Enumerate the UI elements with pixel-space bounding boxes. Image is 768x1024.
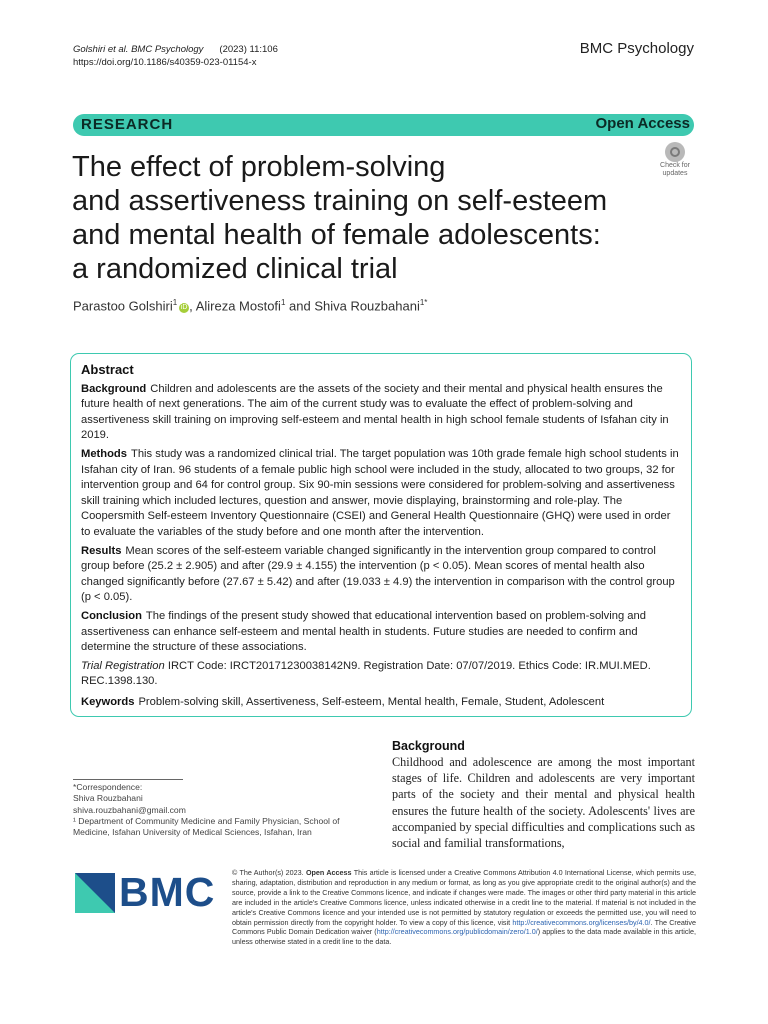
abstract-keywords: Keywords Problem-solving skill, Assertiveness, Self-esteem, Mental health, Female, Student, Adolescent: [81, 695, 605, 708]
check-updates-icon: [665, 142, 685, 162]
waiver-link[interactable]: http://creativecommons.org/publicdomain/zero/1.0/: [376, 927, 538, 937]
abstract-methods: Methods This study was a randomized clinical trial. The target population was 10th grade female high school students in Isfahan city of Iran. 96 students of a female public high school were included in the study, allocated to two groups, 32 for intervention group and 64 for control group. Six 90-min sessions were considered for problem-solving and assertiveness skill training which included lectures, question and answer, movie displaying, brainstorming and role-play. The Coopersmith Self-esteem Inventory Questionnaire (CSEI) and General Health Questionnaire (GHQ) were used in order to evaluate the variables of the study before and one month after the intervention.: [81, 447, 679, 538]
body-column: [392, 739, 695, 851]
section-heading: Background: [392, 739, 465, 753]
author-name: Alireza Mostofi: [195, 298, 281, 314]
abstract-trial-registration: Trial Registration IRCT Code: IRCT20171230038142N9. Registration Date: 07/07/2019. Ethics Code: IR.MUI.MED. REC.1398.130.: [81, 659, 651, 688]
abstract-box: [70, 353, 692, 717]
title-line: and mental health of female adolescents:: [72, 219, 601, 251]
bmc-logo: [75, 869, 225, 915]
abstract-results: Results Mean scores of the self-esteem variable changed significantly in the intervention group compared to control group before (25.2 ± 2.905) and after (29.9 ± 4.155) the intervention (p < 0.05). Mean scores of mental health also changed significantly before (27.67 ± 5.42) and after (19.033 ± 4.9) the intervention in comparison with the control group (p < 0.05).: [81, 544, 675, 604]
title-line: and assertiveness training on self-esteem: [72, 185, 608, 217]
title-line: The effect of problem-solving: [72, 151, 446, 183]
running-header: [73, 43, 278, 69]
affiliation: ¹ Department of Community Medicine and Family Physician, School of Medicine, Isfahan University of Medical Sciences, Isfahan, Iran: [73, 815, 340, 838]
citation: Golshiri et al. BMC Psychology: [73, 44, 204, 55]
citation-year: (2023) 11:106: [219, 44, 278, 55]
author-list: Parastoo Golshiri$^1$iD , Alireza Mostofi$^1$ and Shiva Rouzbahani$^{1*}$: [73, 298, 428, 314]
author-name: Shiva Rouzbahani: [314, 298, 420, 314]
author-name: Parastoo Golshiri: [73, 298, 173, 314]
section-label: RESEARCH: [81, 116, 174, 133]
bmc-logo-icon: [75, 873, 115, 913]
doi-link[interactable]: https://doi.org/10.1186/s40359-023-01154-x: [73, 57, 257, 68]
orcid-icon[interactable]: iD: [180, 304, 188, 312]
license-link[interactable]: http://creativecommons.org/licenses/by/4.0/: [512, 917, 651, 927]
correspondence-block: *Correspondence: Shiva Rouzbahani shiva.rouzbahani@gmail.com ¹ Department of Community Medicine and Family Physician, School of Medicine, Isfahan University of Medical Sciences, Isfahan, Iran: [73, 779, 353, 838]
correspondent-name: Shiva Rouzbahani: [73, 793, 143, 804]
check-for-updates-badge[interactable]: Check for updates: [654, 140, 696, 182]
correspondent-email[interactable]: shiva.rouzbahani@gmail.com: [73, 804, 186, 815]
abstract-heading: Abstract: [81, 362, 134, 377]
article-type-ribbon: [73, 114, 694, 136]
journal-name: BMC Psychology: [579, 40, 694, 57]
license-statement: © The Author(s) 2023. Open Access This article is licensed under a Creative Commons Attribution 4.0 International License, which permits use, sharing, adaptation, distribution and reproduction in any medium or format, as long as you give appropriate credit to the original author(s) and the source, provide a link to the Creative Commons licence, and indicate if changes were made. The images or other third party material in this article are included in the article's Creative Commons licence, unless indicated otherwise in a credit line to the material. If material is not included in the article's Creative Commons licence and your intended use is not permitted by statutory regulation or exceeds the permitted use, you will need to obtain permission directly from the copyright holder. To view a copy of this licence, visit http://creativecommons.org/licenses/by/4.0/. The Creative Commons Public Domain Dedication waiver (http://creativecommons.org/publicdomain/zero/1.0/) applies to the data made available in this article, unless otherwise stated in a credit line to the data.: [232, 868, 697, 947]
open-access-label: Open Access: [595, 115, 690, 132]
bmc-logo-text: BMC: [119, 869, 216, 915]
body-paragraph: Childhood and adolescence are among the most important stages of life. Children and adolescents are very important parts of the society and their mental and physical health ensures the future health of the society. Adolescents' lives are accompanied by special difficulties and complications such as social and familial transformations,: [392, 755, 695, 851]
abstract-conclusion: Conclusion The findings of the present study showed that educational intervention based on problem-solving and assertiveness can enhance self-esteem and mental health in students. Future studies are needed to confirm and determine the structure of these associations.: [81, 609, 646, 654]
article-title: [72, 150, 632, 286]
abstract-background: Background Children and adolescents are the assets of the society and their mental and physical health ensures the future health of next generations. The aim of the current study was to evaluate the effect of problem-solving and assertiveness skill training on improving self-esteem and mental health in high school female students of Isfahan city in 2019.: [81, 382, 669, 442]
divider: [73, 779, 183, 780]
title-line: a randomized clinical trial: [72, 253, 398, 285]
